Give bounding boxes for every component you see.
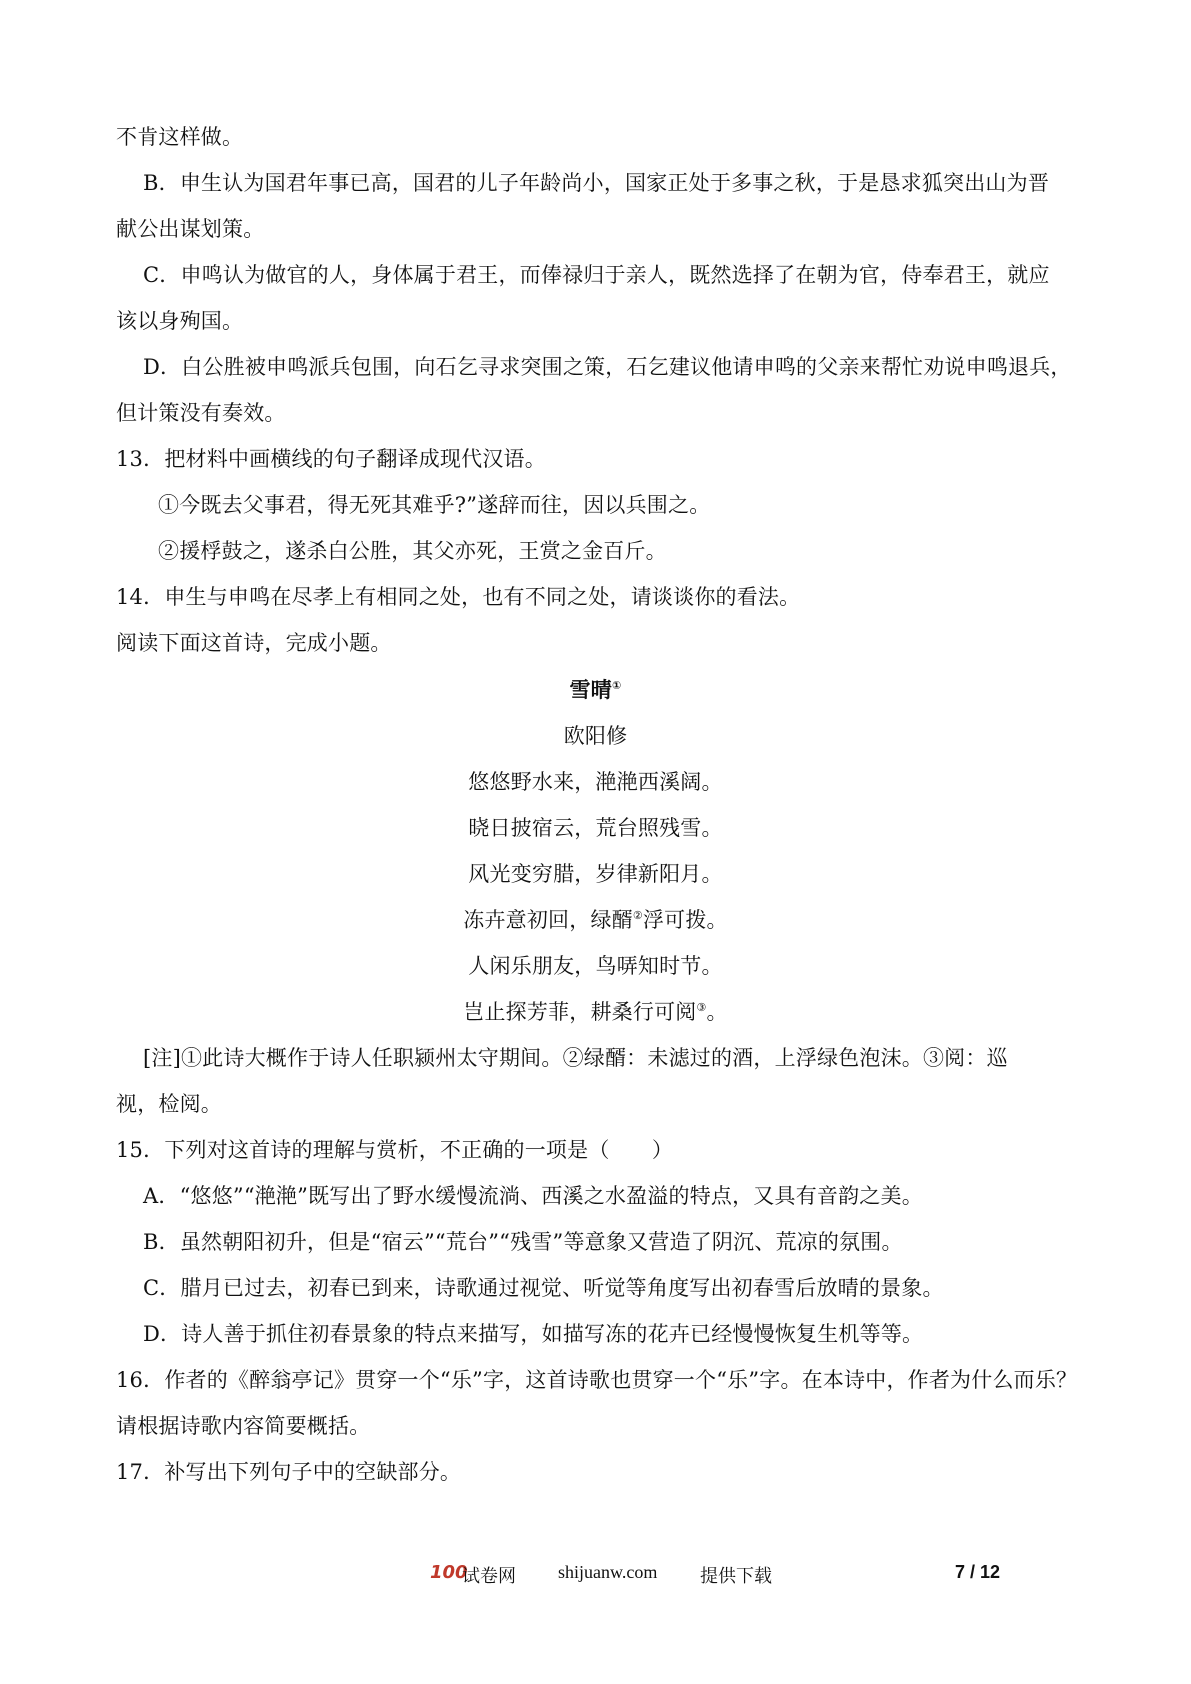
site-logo: 100: [430, 1562, 468, 1583]
question-13-item-2: ②援桴鼓之，遂杀白公胜，其父亦死，王赏之金百斤。: [158, 539, 667, 563]
question-15-option-a: A．“悠悠”“滟滟”既写出了野水缓慢流淌、西溪之水盈溢的特点，又具有音韵之美。: [143, 1184, 923, 1208]
question-15: 15．下列对这首诗的理解与赏析，不正确的一项是（ ）: [116, 1138, 674, 1162]
question-13-item-1: ①今既去父事君，得无死其难乎?”遂辞而往，因以兵围之。: [158, 493, 711, 517]
poem-line-note: ③: [696, 1001, 707, 1014]
text-line: 献公出谋划策。: [116, 217, 265, 241]
option-c: C．申鸣认为做官的人，身体属于君王，而俸禄归于亲人，既然选择了在朝为官，侍奉君王，就应: [143, 263, 1050, 287]
poem-line: 悠悠野水来，滟滟西溪阔。: [468, 770, 723, 794]
poem-line-note: ②: [632, 909, 643, 922]
poem-notes-cont: 视，检阅。: [116, 1092, 222, 1116]
poem-line-post: 。: [706, 1000, 728, 1024]
poem-line: 晓日披宿云，荒台照残雪。: [468, 816, 723, 840]
question-15-option-d: D．诗人善于抓住初春景象的特点来描写，如描写冻的花卉已经慢慢恢复生机等等。: [143, 1322, 924, 1346]
poem-line: 风光变穷腊，岁律新阳月。: [468, 862, 723, 886]
question-15-option-b: B．虽然朝阳初升，但是“宿云”“荒台”“残雪”等意象又营造了阴沉、荒凉的氛围。: [143, 1230, 903, 1254]
question-15-option-c: C．腊月已过去，初春已到来，诗歌通过视觉、听觉等角度写出初春雪后放晴的景象。: [143, 1276, 944, 1300]
text-line: 但计策没有奏效。: [116, 401, 286, 425]
poem-line: [0, 997, 1191, 1027]
page-footer: [0, 1562, 1191, 1592]
option-d: D．白公胜被申鸣派兵包围，向石乞寻求突围之策，石乞建议他请申鸣的父亲来帮忙劝说申鸣退兵，: [143, 355, 1072, 379]
question-16: 16．作者的《醉翁亭记》贯穿一个“乐”字，这首诗歌也贯穿一个“乐”字。在本诗中，作者为什么而乐？: [116, 1368, 1078, 1392]
poem-notes: [注]①此诗大概作于诗人任职颍州太守期间。②绿醑：未滤过的酒，上浮绿色泡沫。③阅：巡: [143, 1046, 1008, 1070]
poem-line: 人闲乐朋友，鸟哢知时节。: [468, 954, 723, 978]
text-line: 该以身殉国。: [116, 309, 244, 333]
text-line: 不肯这样做。: [116, 125, 244, 149]
question-14: 14．申生与申鸣在尽孝上有相同之处，也有不同之处，请谈谈你的看法。: [116, 585, 801, 609]
poem-title: [0, 675, 1191, 705]
question-17: 17．补写出下列句子中的空缺部分。: [116, 1460, 462, 1484]
option-b: B．申生认为国君年事已高，国君的儿子年龄尚小，国家正处于多事之秋，于是恳求狐突出山为晋: [143, 171, 1050, 195]
question-13: 13．把材料中画横线的句子翻译成现代汉语。: [116, 447, 546, 471]
poem-line-pre: 冻卉意初回，绿醑: [463, 908, 633, 932]
provide-download: 提供下载: [700, 1566, 772, 1587]
poem-line-post: 浮可拨。: [642, 908, 728, 932]
poem-author: 欧阳修: [563, 724, 628, 748]
poem-line: [0, 905, 1191, 935]
poem-title-note: ①: [611, 679, 622, 692]
reading-instruction: 阅读下面这首诗，完成小题。: [116, 631, 392, 655]
question-16-cont: 请根据诗歌内容简要概括。: [116, 1414, 371, 1438]
site-url[interactable]: shijuanw.com: [558, 1562, 658, 1582]
poem-line-pre: 岂止探芳菲，耕桑行可阅: [463, 1000, 697, 1024]
site-logo-text: 试卷网: [462, 1566, 516, 1587]
poem-title-text: 雪晴: [569, 678, 612, 702]
page-number: 7 / 12: [955, 1562, 1001, 1582]
